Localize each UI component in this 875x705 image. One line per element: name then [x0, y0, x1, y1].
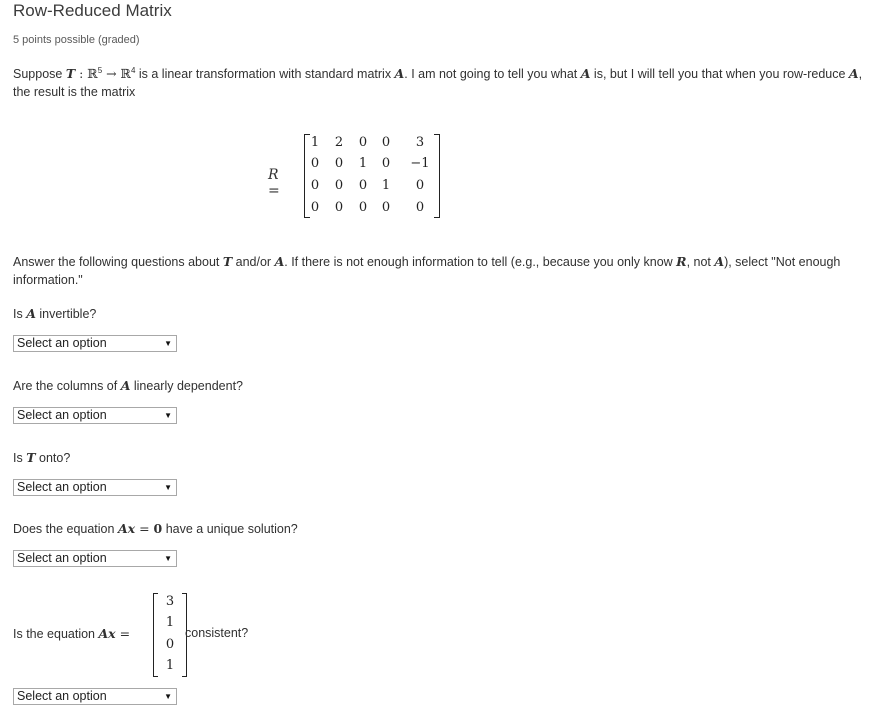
q1-post: invertible? [35, 307, 97, 321]
question-onto-label [13, 450, 70, 465]
matrix-cell: 0 [310, 200, 320, 215]
matrix-cell: 0 [358, 200, 368, 215]
matrix-cell: 0 [381, 135, 391, 150]
matrix-cell: 0 [415, 200, 425, 215]
instr-text-3: . If there is not enough information to tell (e.g., because you only know [284, 255, 677, 269]
instr-text-2: and/or [232, 255, 275, 269]
matrix-cell: 0 [358, 178, 368, 193]
intro-text-4: is, but I will tell you that when you row-reduce [590, 67, 849, 81]
matrix-cell: 0 [381, 200, 391, 215]
question-unique-solution-label [13, 521, 298, 536]
var-Ax: Ax [98, 626, 116, 641]
q3-pre: Is [13, 451, 27, 465]
onto-select[interactable] [13, 479, 177, 496]
invertible-select[interactable] [13, 335, 177, 352]
q5-pre-group [13, 626, 130, 641]
instr-text-5: ), select "Not enough information." [13, 255, 841, 287]
intro-text-3: . I am not going to tell you what [404, 67, 581, 81]
select-value: Select an option [17, 408, 107, 422]
matrix-cell: 0 [334, 178, 344, 193]
matrix-cell: 0 [358, 135, 368, 150]
matrix-cell: −1 [410, 156, 430, 171]
question-title: Row-Reduced Matrix [13, 1, 172, 20]
instr-text-1: Answer the following questions about [13, 255, 223, 269]
matrix-cell: 0 [334, 156, 344, 171]
map-colon: : ℝ [75, 66, 98, 81]
column-vector [153, 593, 187, 677]
points-possible: 5 points possible (graded) [13, 34, 140, 46]
intro-text-5: , the result is the matrix [13, 67, 863, 99]
matrix-cell: 0 [334, 200, 344, 215]
dropdown-arrow-icon: ▼ [164, 692, 172, 701]
exp-4: 4 [130, 65, 136, 75]
matrix-cell: 1 [381, 178, 391, 193]
q1-pre: Is [13, 307, 27, 321]
consistent-select[interactable] [13, 688, 177, 705]
exp-5: 5 [97, 65, 103, 75]
var-T: T [26, 450, 36, 465]
var-R: R [676, 254, 687, 269]
question-invertible-label [13, 306, 96, 321]
q4-post: have a unique solution? [162, 522, 298, 536]
select-value: Select an option [17, 551, 107, 565]
matrix-cell: 1 [358, 156, 368, 171]
var-Ax: Ax [117, 521, 136, 536]
select-value: Select an option [17, 689, 107, 703]
select-value: Select an option [17, 480, 107, 494]
var-A: A [274, 254, 285, 269]
dependent-select[interactable] [13, 407, 177, 424]
var-A: A [394, 66, 405, 81]
intro-paragraph [13, 65, 868, 101]
vector-cell: 1 [165, 658, 175, 673]
matrix-cell: 2 [334, 135, 344, 150]
map-arrow: → ℝ [102, 66, 131, 81]
var-A: A [580, 66, 591, 81]
var-T: T [222, 254, 233, 269]
right-bracket [434, 134, 440, 218]
unique-solution-select[interactable] [13, 550, 177, 567]
matrix-cell: 0 [310, 156, 320, 171]
var-A: A [26, 306, 36, 321]
q2-post: linearly dependent? [130, 379, 243, 393]
zero-vector: 0 [153, 521, 163, 536]
matrix-label: R = [268, 167, 280, 199]
matrix-R [304, 132, 440, 218]
select-value: Select an option [17, 336, 107, 350]
var-A: A [714, 254, 725, 269]
question-dependent-label [13, 378, 243, 393]
instr-text-4: , not [686, 255, 715, 269]
var-A: A [120, 378, 131, 393]
intro-text-1: Suppose [13, 67, 66, 81]
dropdown-arrow-icon: ▼ [164, 483, 172, 492]
matrix-cell: 0 [415, 178, 425, 193]
dropdown-arrow-icon: ▼ [164, 554, 172, 563]
matrix-cell: 1 [310, 135, 320, 150]
dropdown-arrow-icon: ▼ [164, 339, 172, 348]
q5-post: consistent? [185, 626, 249, 640]
matrix-cell: 0 [381, 156, 391, 171]
q3-post: onto? [35, 451, 71, 465]
vector-cell: 3 [165, 594, 175, 609]
vector-cell: 0 [165, 637, 175, 652]
q4-pre: Does the equation [13, 522, 118, 536]
dropdown-arrow-icon: ▼ [164, 411, 172, 420]
var-A: A [848, 66, 859, 81]
equals: = [115, 626, 131, 641]
vector-cell: 1 [165, 615, 175, 630]
matrix-cell: 0 [310, 178, 320, 193]
question-consistent-label [13, 593, 273, 677]
q5-pre: Is the equation [13, 627, 99, 641]
instructions-paragraph [13, 253, 868, 289]
q2-pre: Are the columns of [13, 379, 121, 393]
matrix-cell: 3 [415, 135, 425, 150]
var-T: T [65, 66, 76, 81]
equals: = [135, 521, 154, 536]
intro-text-2: is a linear transformation with standard matrix [135, 67, 395, 81]
